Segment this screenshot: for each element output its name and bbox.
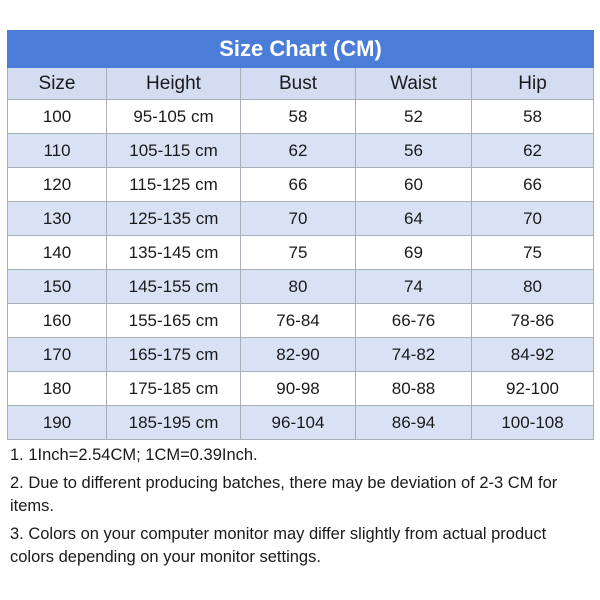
cell-waist: 74 xyxy=(356,270,472,304)
column-header-size: Size xyxy=(8,68,107,100)
cell-hip: 80 xyxy=(472,270,594,304)
table-row xyxy=(8,202,594,236)
chart-title: Size Chart (CM) xyxy=(8,31,594,68)
cell-bust: 58 xyxy=(241,100,356,134)
cell-size: 120 xyxy=(8,168,107,202)
column-header-bust: Bust xyxy=(241,68,356,100)
cell-bust: 96-104 xyxy=(241,406,356,440)
note-deviation: 2. Due to different producing batches, there may be deviation of 2-3 CM for items. xyxy=(10,474,558,515)
cell-height: 145-155 cm xyxy=(107,270,241,304)
cell-waist: 69 xyxy=(356,236,472,270)
cell-bust: 66 xyxy=(241,168,356,202)
cell-waist: 74-82 xyxy=(356,338,472,372)
table-row xyxy=(8,270,594,304)
cell-hip: 70 xyxy=(472,202,594,236)
cell-hip: 100-108 xyxy=(472,406,594,440)
cell-bust: 90-98 xyxy=(241,372,356,406)
cell-hip: 92-100 xyxy=(472,372,594,406)
cell-hip: 78-86 xyxy=(472,304,594,338)
cell-waist: 60 xyxy=(356,168,472,202)
cell-bust: 80 xyxy=(241,270,356,304)
table-row xyxy=(8,372,594,406)
cell-height: 185-195 cm xyxy=(107,406,241,440)
cell-height: 95-105 cm xyxy=(107,100,241,134)
cell-size: 100 xyxy=(8,100,107,134)
table-row xyxy=(8,338,594,372)
cell-height: 115-125 cm xyxy=(107,168,241,202)
cell-hip: 58 xyxy=(472,100,594,134)
cell-hip: 62 xyxy=(472,134,594,168)
cell-height: 135-145 cm xyxy=(107,236,241,270)
cell-waist: 86-94 xyxy=(356,406,472,440)
cell-size: 130 xyxy=(8,202,107,236)
cell-bust: 82-90 xyxy=(241,338,356,372)
cell-waist: 52 xyxy=(356,100,472,134)
cell-height: 155-165 cm xyxy=(107,304,241,338)
notes-section xyxy=(10,444,585,574)
column-header-waist: Waist xyxy=(356,68,472,100)
cell-bust: 62 xyxy=(241,134,356,168)
cell-bust: 70 xyxy=(241,202,356,236)
cell-bust: 75 xyxy=(241,236,356,270)
table-row xyxy=(8,304,594,338)
cell-height: 125-135 cm xyxy=(107,202,241,236)
size-chart-table xyxy=(7,30,594,440)
cell-waist: 66-76 xyxy=(356,304,472,338)
cell-size: 190 xyxy=(8,406,107,440)
column-header-height: Height xyxy=(107,68,241,100)
table-row xyxy=(8,406,594,440)
cell-size: 140 xyxy=(8,236,107,270)
header-row xyxy=(8,68,594,100)
cell-waist: 80-88 xyxy=(356,372,472,406)
cell-hip: 84-92 xyxy=(472,338,594,372)
note-colors: 3. Colors on your computer monitor may differ slightly from actual product colors depending on your monitor settings. xyxy=(10,525,547,566)
table-row xyxy=(8,168,594,202)
cell-size: 110 xyxy=(8,134,107,168)
cell-size: 170 xyxy=(8,338,107,372)
cell-height: 165-175 cm xyxy=(107,338,241,372)
cell-waist: 56 xyxy=(356,134,472,168)
cell-bust: 76-84 xyxy=(241,304,356,338)
cell-hip: 75 xyxy=(472,236,594,270)
cell-size: 160 xyxy=(8,304,107,338)
table-row xyxy=(8,100,594,134)
note-conversion: 1. 1Inch=2.54CM; 1CM=0.39Inch. xyxy=(10,446,258,464)
cell-height: 105-115 cm xyxy=(107,134,241,168)
cell-hip: 66 xyxy=(472,168,594,202)
title-row xyxy=(8,31,594,68)
cell-size: 150 xyxy=(8,270,107,304)
cell-waist: 64 xyxy=(356,202,472,236)
column-header-hip: Hip xyxy=(472,68,594,100)
cell-size: 180 xyxy=(8,372,107,406)
table-row xyxy=(8,134,594,168)
cell-height: 175-185 cm xyxy=(107,372,241,406)
table-row xyxy=(8,236,594,270)
